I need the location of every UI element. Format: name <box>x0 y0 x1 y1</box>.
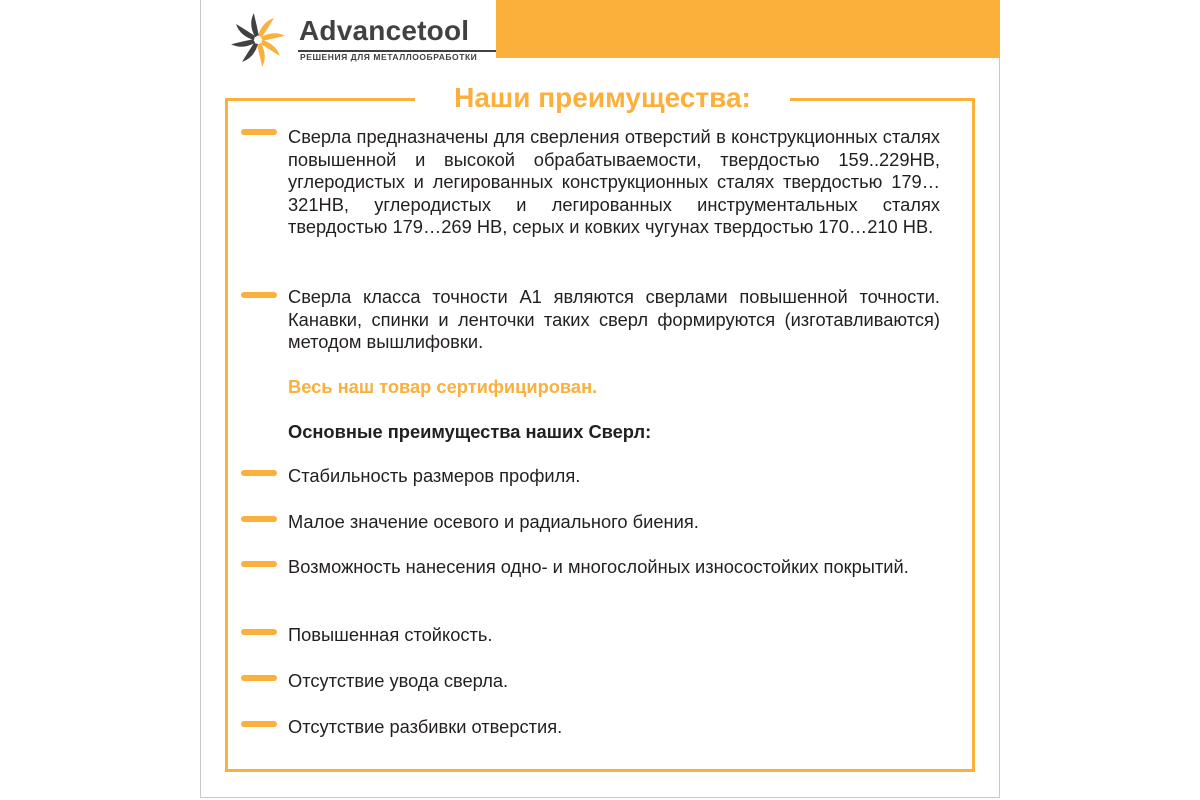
advantages-heading: Основные преимущества наших Сверл: <box>288 421 652 442</box>
header-accent-band <box>496 0 1000 58</box>
title-container <box>415 80 790 116</box>
paragraph-precision: Сверла класса точности А1 являются сверлами повышенной точности. Канавки, спинки и ленточки таких сверл формируются (изготавливаются) методом вышлифовки. <box>288 286 940 352</box>
certified-note: Весь наш товар сертифицирован. <box>288 376 598 397</box>
bullet-dash <box>241 129 277 135</box>
paragraph-application: Сверла предназначены для сверления отверстий в конструкционных сталях повышенной и высокой обрабатываемости, твердостью 159..229HB, углеродистых и легированных конструкционных сталях твердостью 179…321HB, углеродистых и легированных инструментальных сталях твердостью 179…269 HB, серых и ковких чугунах твердостью 170…210 HB. <box>288 126 940 237</box>
advantage-item: Отсутствие увода сверла. <box>288 670 509 691</box>
advantage-item: Стабильность размеров профиля. <box>288 465 581 486</box>
bullet-dash <box>241 516 277 522</box>
page-title: Наши преимущества: <box>454 82 751 113</box>
advantage-item: Возможность нанесения одно- и многослойных износостойких покрытий. <box>288 556 909 577</box>
brand-tagline: РЕШЕНИЯ ДЛЯ МЕТАЛЛООБРАБОТКИ <box>300 52 478 62</box>
advantage-item: Отсутствие разбивки отверстия. <box>288 716 563 737</box>
brand-logo <box>228 12 498 62</box>
advantage-item: Малое значение осевого и радиального биения. <box>288 511 699 532</box>
bullet-dash <box>241 675 277 681</box>
bullet-dash <box>241 292 277 298</box>
bullet-dash <box>241 629 277 635</box>
bullet-dash <box>241 561 277 567</box>
advantage-item: Повышенная стойкость. <box>288 624 493 645</box>
bullet-dash <box>241 470 277 476</box>
bullet-dash <box>241 721 277 727</box>
brand-name: Advancetool <box>299 15 470 46</box>
pinwheel-logo-icon <box>228 12 288 68</box>
